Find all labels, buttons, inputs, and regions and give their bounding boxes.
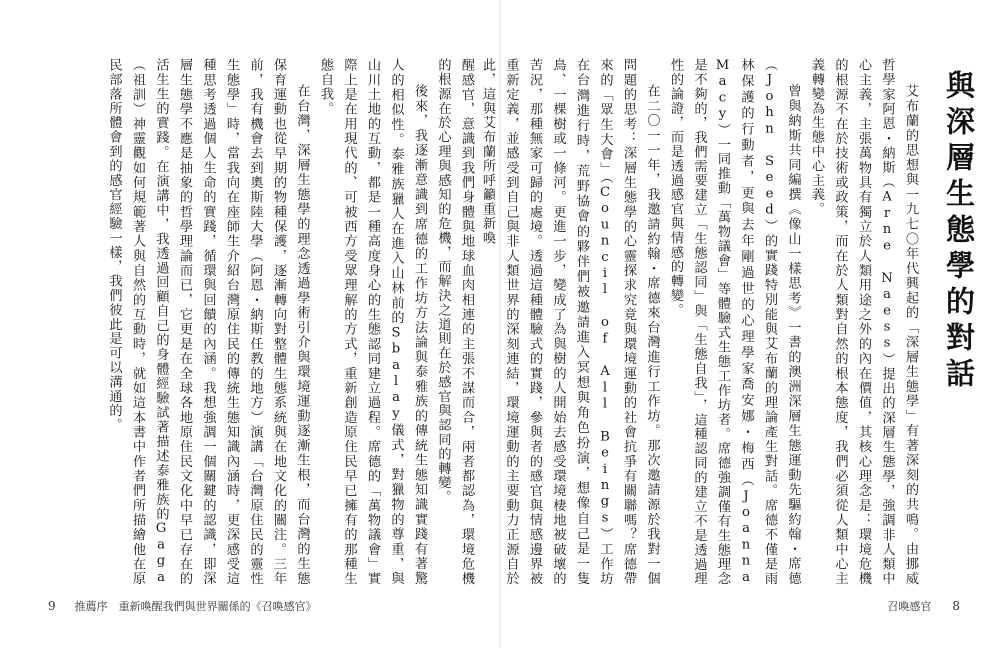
left-paragraph-1: 醒感官，意識到我們身體與地球血肉相連的主張不謀而合，兩者都認為，環境危機的根源在於心理與感知的危機，而解決之道則在於感官與認同的轉變。 [435,58,474,586]
left-paragraph-2: 後來，我逐漸意識到席德的工作坊方法論與泰雅族的傳統生態知識實踐有著驚人的相似性。泰雅族獵人在進入山林前的Sbalay儀式，對獵物的尊重，與山川土地的互動，都是一種高度身心的生態認同建立過程。席德的「萬物議會」實際上是在用現代的、可被西方受眾理解的方式，重新創造原住民早已擁有的那種生態自我。 [318,58,427,586]
right-running-header: 召喚感官 [887,600,932,613]
right-page-number: 8 [952,599,960,613]
right-paragraph-2: 曾與納斯共同編撰《像山一樣思考》一書的澳洲深層生態運動先驅約翰・席德（John Seed）的實踐特別能與艾布蘭的理論產生對話。席德不僅是雨林保護的行動者，更與去年剛過世的心理學家喬安娜・梅西（Joanna Macy）一同推動「萬物議會」等體驗式生態工作坊者。席德強調僅有生態理念是不夠的，我們需要建立「生態認同」與「生態自我」，這種認同的建立不是透過理性的論證，而是透過感官與情感的轉變。 [668,58,801,586]
section-title: 與深層生態學的對話 [942,70,976,394]
left-page-number: 9 [48,599,56,613]
right-paragraph-1: 艾布蘭的思想與一九七〇年代興起的「深層生態學」有著深刻的共鳴。由挪威哲學家阿恩・納斯（Arne Naess）提出的深層生態學，強調非人類中心主義，主張萬物具有獨立於人類用途之外的內在價值，其核心理念是：環境危機的根源不在於技術或政策，而在於人類對自然的根本態度，我們必須從人類中心主義轉變為生態中心主義。 [809,58,918,586]
left-folio [48,598,317,614]
right-page-body [480,58,922,586]
right-page [480,0,1000,648]
right-folio [887,598,960,614]
left-page-body [40,58,478,586]
left-paragraph-3: 在台灣，深層生態學的理念透過學術引介與環境運動逐漸生根，而台灣的生態保育運動也從早期的物種保護，逐漸轉向對整體生態系統與在地文化的關注。三年前，我有機會去到奧斯陸大學（阿恩・納斯任教的地方）演講「台灣原住民的靈性生態學」時，當我向在座師生介紹台灣原住民的傳統生態知識內涵時，更深感受這種思考透過個人生命的實踐，循環與回饋的內涵。我想強調一個關鍵的認識，即深層生態學不應是抽象的哲學理論而已，它更是在全球各地原住民文化中早已存在的活生生的實踐。在演講中，我透過回顧自己的身體經驗試著描述泰雅族的Gaga（祖訓）神靈觀如何規範著人與自然的互動時，就如這本書中作者們所描繪他在原民部落所體會到的感官經驗一樣，我們彼此是可以溝通的。 [106,58,310,586]
right-paragraph-3: 在二〇一一年，我邀請約翰・席德來台灣進行工作坊。那次邀請源於我對一個問題的思考：深層生態學的心靈探求究竟與環境運動的社會抗爭有關聯嗎？席德帶來的「眾生大會」（Council of All Beings）工作坊在台灣進行時，荒野協會的夥伴們被邀請進入冥想與角色扮演，想像自己是一隻鳥、一棵樹或一條河。更進一步，變成了為與樹的人開始去感受環境棲地被破壞的苦況，那種無家可歸的處境。透過這種體驗式的實踐，參與者的感官與情感邊界被重新定義，並感受到自己與非人類世界的深刻連結，環境運動的主要動力正源自於此，這與艾布蘭所呼籲重新喚 [480,58,660,586]
left-running-header: 推薦序 重新喚醒我們與世界關係的《召喚感官》 [74,600,317,613]
